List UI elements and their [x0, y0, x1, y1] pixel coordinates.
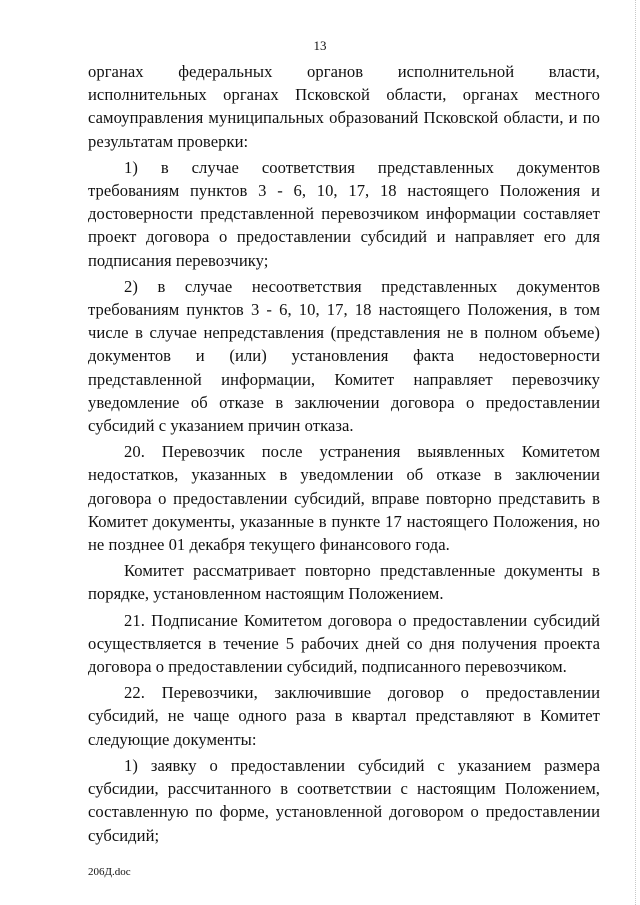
paragraph-item-2: 2) в случае несоответствия представленных документов требованиям пунктов 3 - 6, 10, 17, 18 настоящего Положения, в том числе в случае непредставления (представления не в полном объеме) документов и (или) установления факта недостоверности представленной информации, Комитет направляет перевозчику уведомление об отказе в заключении договора о предоставлении субсидий с указанием причин отказа.	[88, 276, 600, 436]
paragraph-clause-20: 20. Перевозчик после устранения выявленных Комитетом недостатков, указанных в уведомлении об отказе в заключении договора о предоставлении субсидий, вправе повторно представить в Комитет документы, указанные в пункте 17 настоящего Положения, но не позднее 01 декабря текущего финансового года.	[88, 442, 600, 555]
document-body	[88, 60, 600, 850]
paragraph-clause-22-item-1: 1) заявку о предоставлении субсидий с указанием размера субсидии, рассчитанного в соответствии с настоящим Положением, составленную по форме, установленной договором о предоставлении субсидий;	[88, 755, 600, 845]
page-edge-line	[635, 0, 636, 905]
paragraph-item-1: 1) в случае соответствия представленных документов требованиям пунктов 3 - 6, 10, 17, 18 настоящего Положения и достоверности представленной перевозчиком информации составляет проект договора о предоставлении субсидий и направляет его для подписания перевозчику;	[88, 157, 600, 270]
page-number: 13	[313, 38, 327, 53]
paragraph-clause-22: 22. Перевозчики, заключившие договор о предоставлении субсидий, не чаще одного раза в квартал представляют в Комитет следующие документы:	[88, 683, 600, 749]
footer-filename: 206Д.doc	[88, 866, 131, 878]
paragraph-clause-21: 21. Подписание Комитетом договора о предоставлении субсидий осуществляется в течение 5 рабочих дней со дня получения проекта договора о предоставлении субсидий, подписанного перевозчиком.	[88, 610, 600, 677]
paragraph-committee-review: Комитет рассматривает повторно представленные документы в порядке, установленном настоящим Положением.	[88, 561, 600, 604]
paragraph-continuation: органах федеральных органов исполнительной власти, исполнительных органах Псковской области, органах местного самоуправления муниципальных образований Псковской области, и по результатам проверки:	[88, 62, 600, 151]
